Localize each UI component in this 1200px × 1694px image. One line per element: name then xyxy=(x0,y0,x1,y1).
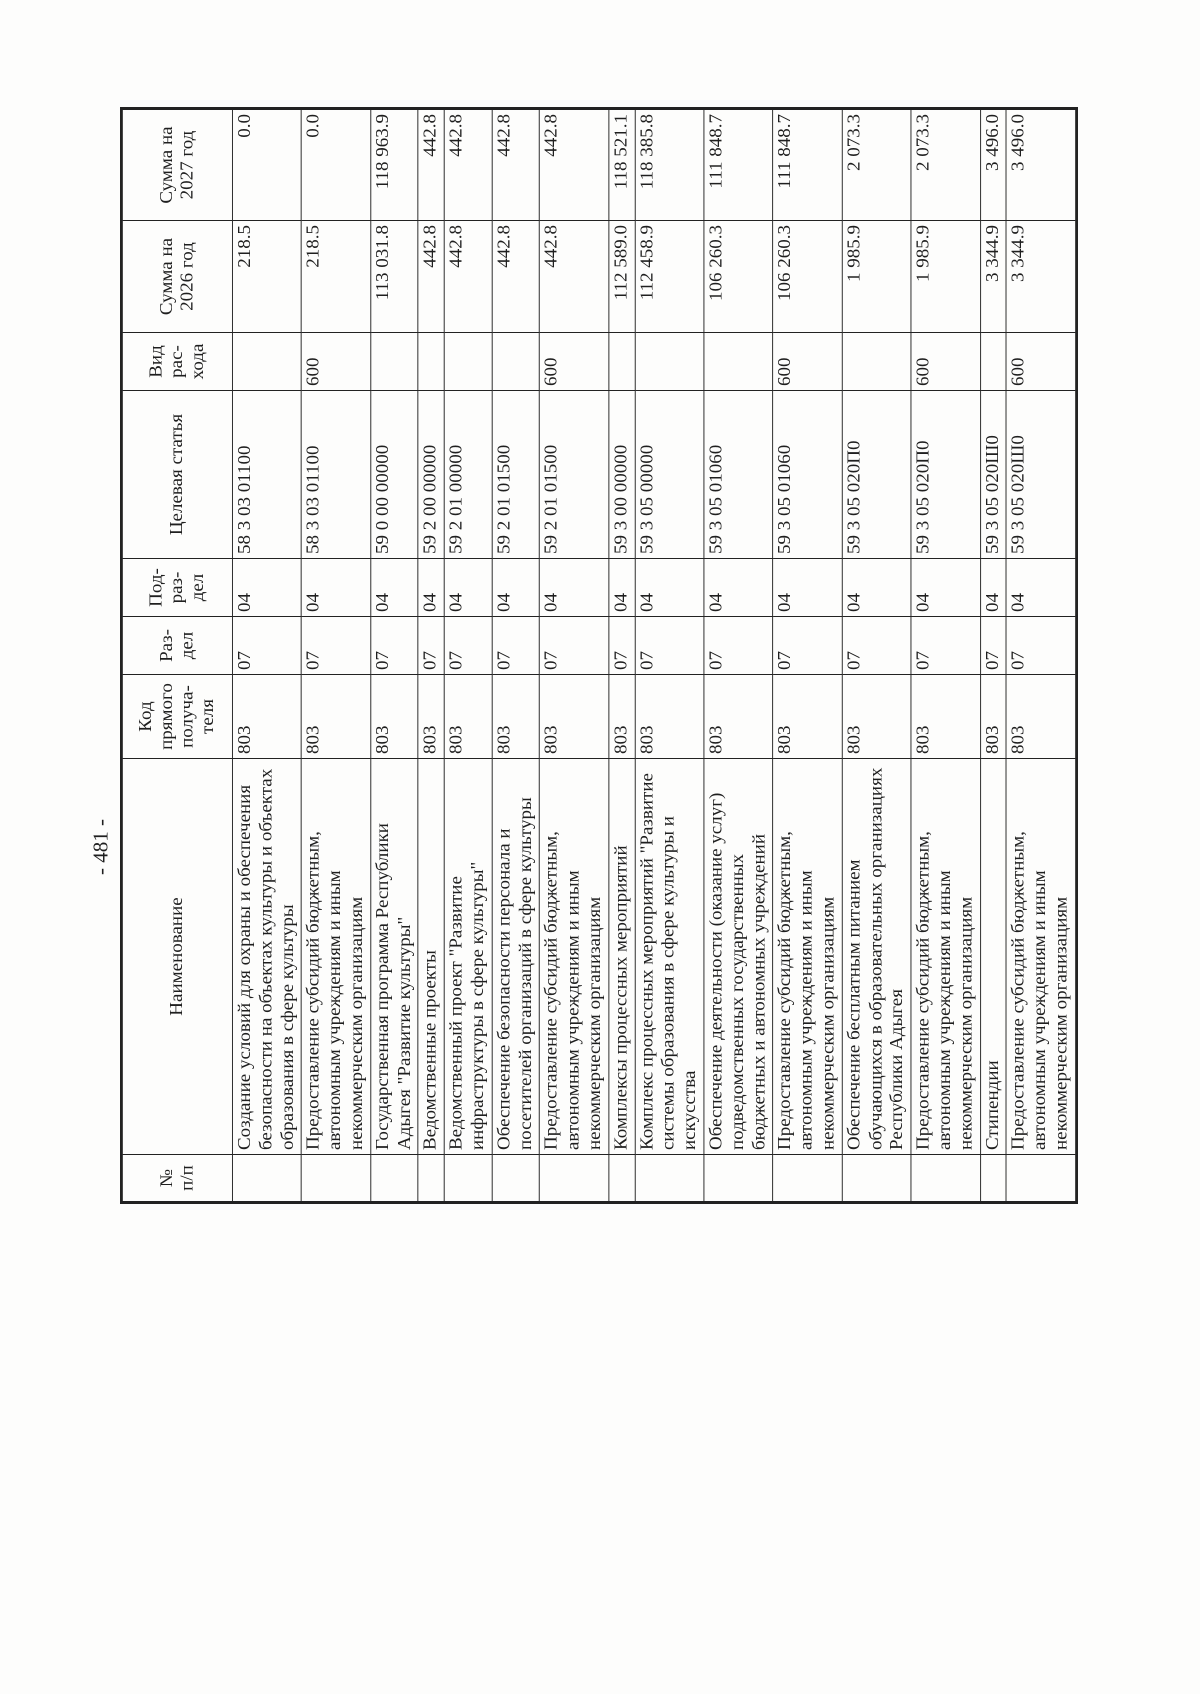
table-row xyxy=(444,109,492,1203)
header-name: Наименование xyxy=(121,759,232,1155)
cell-sum-2026: 113 031.8 xyxy=(371,221,419,333)
cell-num xyxy=(444,1155,492,1203)
cell-sum-2027: 442.8 xyxy=(492,109,540,221)
cell-expense xyxy=(444,333,492,391)
cell-code: 803 xyxy=(444,675,492,759)
cell-expense xyxy=(842,333,911,391)
cell-subsection: 04 xyxy=(492,559,540,617)
cell-expense: 600 xyxy=(1006,333,1076,391)
cell-sum-2026: 442.8 xyxy=(492,221,540,333)
cell-target: 59 2 01 01500 xyxy=(540,391,609,559)
cell-subsection: 04 xyxy=(980,559,1006,617)
budget-sheet xyxy=(120,110,1072,1204)
cell-subsection: 04 xyxy=(609,559,635,617)
cell-code: 803 xyxy=(1006,675,1076,759)
budget-table xyxy=(120,107,1078,1204)
cell-sum-2027: 118 963.9 xyxy=(371,109,419,221)
cell-subsection: 04 xyxy=(371,559,419,617)
cell-target: 59 0 00 00000 xyxy=(371,391,419,559)
cell-target: 59 3 05 020П0 xyxy=(842,391,911,559)
cell-name: Обеспечение деятельности (оказание услуг) подведомственных государственных бюджетных и автономных учреждений xyxy=(704,759,773,1155)
cell-target: 59 3 05 020Ш0 xyxy=(980,391,1006,559)
cell-name: Стипендии xyxy=(980,759,1006,1155)
table-body xyxy=(232,109,1076,1203)
cell-subsection: 04 xyxy=(773,559,842,617)
cell-num xyxy=(842,1155,911,1203)
cell-section: 07 xyxy=(773,617,842,675)
header-section: Раз-дел xyxy=(121,617,232,675)
cell-subsection: 04 xyxy=(635,559,704,617)
cell-target: 59 2 00 00000 xyxy=(418,391,444,559)
cell-num xyxy=(418,1155,444,1203)
cell-num xyxy=(1006,1155,1076,1203)
cell-expense xyxy=(609,333,635,391)
cell-target: 59 3 05 01060 xyxy=(773,391,842,559)
cell-code: 803 xyxy=(418,675,444,759)
table-row xyxy=(371,109,419,1203)
cell-sum-2026: 106 260.3 xyxy=(704,221,773,333)
cell-code: 803 xyxy=(371,675,419,759)
table-row xyxy=(704,109,773,1203)
cell-section: 07 xyxy=(980,617,1006,675)
cell-num xyxy=(609,1155,635,1203)
cell-section: 07 xyxy=(492,617,540,675)
cell-num xyxy=(232,1155,301,1203)
cell-sum-2027: 2 073.3 xyxy=(842,109,911,221)
cell-target: 59 3 05 00000 xyxy=(635,391,704,559)
cell-sum-2027: 111 848.7 xyxy=(704,109,773,221)
table-row xyxy=(302,109,371,1203)
cell-section: 07 xyxy=(302,617,371,675)
table-row xyxy=(911,109,980,1203)
cell-sum-2026: 106 260.3 xyxy=(773,221,842,333)
cell-sum-2027: 442.8 xyxy=(418,109,444,221)
header-num: № п/п xyxy=(121,1155,232,1203)
cell-sum-2026: 218.5 xyxy=(302,221,371,333)
cell-sum-2026: 112 589.0 xyxy=(609,221,635,333)
cell-sum-2027: 442.8 xyxy=(444,109,492,221)
cell-expense: 600 xyxy=(911,333,980,391)
page-number: - 481 - xyxy=(88,819,113,875)
table-row xyxy=(1006,109,1076,1203)
cell-section: 07 xyxy=(704,617,773,675)
table-header-row xyxy=(121,109,232,1203)
cell-code: 803 xyxy=(635,675,704,759)
cell-num xyxy=(302,1155,371,1203)
cell-num xyxy=(492,1155,540,1203)
cell-sum-2027: 118 385.8 xyxy=(635,109,704,221)
cell-sum-2027: 118 521.1 xyxy=(609,109,635,221)
table-row xyxy=(492,109,540,1203)
cell-name: Предоставление субсидий бюджетным, автономным учреждениям и иным некоммерческим организациям xyxy=(911,759,980,1155)
cell-target: 59 3 00 00000 xyxy=(609,391,635,559)
cell-subsection: 04 xyxy=(444,559,492,617)
cell-section: 07 xyxy=(635,617,704,675)
cell-name: Создание условий для охраны и обеспечения безопасности на объектах культуры и объектах образования в сфере культуры xyxy=(232,759,301,1155)
cell-section: 07 xyxy=(444,617,492,675)
cell-target: 59 3 05 01060 xyxy=(704,391,773,559)
cell-sum-2026: 442.8 xyxy=(418,221,444,333)
cell-sum-2027: 111 848.7 xyxy=(773,109,842,221)
cell-expense xyxy=(704,333,773,391)
cell-expense xyxy=(492,333,540,391)
cell-subsection: 04 xyxy=(418,559,444,617)
cell-section: 07 xyxy=(371,617,419,675)
cell-num xyxy=(980,1155,1006,1203)
cell-sum-2027: 0.0 xyxy=(302,109,371,221)
table-row xyxy=(232,109,301,1203)
cell-subsection: 04 xyxy=(232,559,301,617)
cell-subsection: 04 xyxy=(302,559,371,617)
cell-sum-2027: 442.8 xyxy=(540,109,609,221)
table-row xyxy=(773,109,842,1203)
cell-num xyxy=(773,1155,842,1203)
cell-name: Предоставление субсидий бюджетным, автономным учреждениям и иным некоммерческим организациям xyxy=(773,759,842,1155)
table-row xyxy=(635,109,704,1203)
cell-num xyxy=(911,1155,980,1203)
cell-sum-2026: 1 985.9 xyxy=(842,221,911,333)
table-row xyxy=(418,109,444,1203)
cell-name: Комплекс процессных мероприятий "Развитие системы образования в сфере культуры и искусства xyxy=(635,759,704,1155)
cell-sum-2027: 3 496.0 xyxy=(1006,109,1076,221)
cell-section: 07 xyxy=(609,617,635,675)
cell-sum-2026: 3 344.9 xyxy=(1006,221,1076,333)
cell-expense xyxy=(635,333,704,391)
cell-expense xyxy=(232,333,301,391)
table-row xyxy=(540,109,609,1203)
cell-expense: 600 xyxy=(773,333,842,391)
cell-code: 803 xyxy=(911,675,980,759)
cell-name: Предоставление субсидий бюджетным, автономным учреждениям и иным некоммерческим организациям xyxy=(540,759,609,1155)
cell-code: 803 xyxy=(232,675,301,759)
cell-name: Ведомственные проекты xyxy=(418,759,444,1155)
cell-section: 07 xyxy=(540,617,609,675)
cell-expense xyxy=(418,333,444,391)
cell-code: 803 xyxy=(980,675,1006,759)
cell-name: Предоставление субсидий бюджетным, автономным учреждениям и иным некоммерческим организациям xyxy=(1006,759,1076,1155)
cell-subsection: 04 xyxy=(911,559,980,617)
cell-code: 803 xyxy=(302,675,371,759)
cell-sum-2026: 442.8 xyxy=(444,221,492,333)
cell-expense xyxy=(371,333,419,391)
cell-sum-2026: 3 344.9 xyxy=(980,221,1006,333)
cell-target: 59 3 05 020П0 xyxy=(911,391,980,559)
cell-code: 803 xyxy=(773,675,842,759)
cell-name: Государственная программа Республики Адыгея "Развитие культуры" xyxy=(371,759,419,1155)
cell-section: 07 xyxy=(842,617,911,675)
cell-section: 07 xyxy=(911,617,980,675)
header-subsection: Под-раз-дел xyxy=(121,559,232,617)
header-expense: Вид рас-хода xyxy=(121,333,232,391)
cell-subsection: 04 xyxy=(704,559,773,617)
table-row xyxy=(609,109,635,1203)
table-row xyxy=(980,109,1006,1203)
header-code: Код прямого получа-теля xyxy=(121,675,232,759)
cell-target: 59 2 01 01500 xyxy=(492,391,540,559)
cell-code: 803 xyxy=(540,675,609,759)
cell-target: 58 3 03 01100 xyxy=(302,391,371,559)
cell-sum-2027: 3 496.0 xyxy=(980,109,1006,221)
cell-subsection: 04 xyxy=(1006,559,1076,617)
cell-sum-2026: 218.5 xyxy=(232,221,301,333)
cell-sum-2027: 2 073.3 xyxy=(911,109,980,221)
cell-sum-2027: 0.0 xyxy=(232,109,301,221)
cell-sum-2026: 442.8 xyxy=(540,221,609,333)
cell-sum-2026: 1 985.9 xyxy=(911,221,980,333)
cell-section: 07 xyxy=(418,617,444,675)
cell-section: 07 xyxy=(1006,617,1076,675)
cell-name: Обеспечение безопасности персонала и посетителей организаций в сфере культуры xyxy=(492,759,540,1155)
header-sum-2026: Сумма на 2026 год xyxy=(121,221,232,333)
header-target: Целевая статья xyxy=(121,391,232,559)
cell-code: 803 xyxy=(704,675,773,759)
cell-num xyxy=(540,1155,609,1203)
cell-target: 58 3 03 01100 xyxy=(232,391,301,559)
cell-num xyxy=(635,1155,704,1203)
cell-name: Ведомственный проект "Развитие инфраструктуры в сфере культуры" xyxy=(444,759,492,1155)
cell-num xyxy=(371,1155,419,1203)
cell-expense xyxy=(980,333,1006,391)
table-row xyxy=(842,109,911,1203)
cell-target: 59 2 01 00000 xyxy=(444,391,492,559)
cell-expense: 600 xyxy=(540,333,609,391)
cell-expense: 600 xyxy=(302,333,371,391)
cell-sum-2026: 112 458.9 xyxy=(635,221,704,333)
cell-name: Обеспечение бесплатным питанием обучающихся в образовательных организациях Республики Адыгея xyxy=(842,759,911,1155)
cell-target: 59 3 05 020Ш0 xyxy=(1006,391,1076,559)
cell-subsection: 04 xyxy=(540,559,609,617)
cell-subsection: 04 xyxy=(842,559,911,617)
cell-section: 07 xyxy=(232,617,301,675)
cell-code: 803 xyxy=(492,675,540,759)
cell-code: 803 xyxy=(609,675,635,759)
cell-code: 803 xyxy=(842,675,911,759)
cell-name: Комплексы процессных мероприятий xyxy=(609,759,635,1155)
cell-num xyxy=(704,1155,773,1203)
header-sum-2027: Сумма на 2027 год xyxy=(121,109,232,221)
cell-name: Предоставление субсидий бюджетным, автономным учреждениям и иным некоммерческим организациям xyxy=(302,759,371,1155)
